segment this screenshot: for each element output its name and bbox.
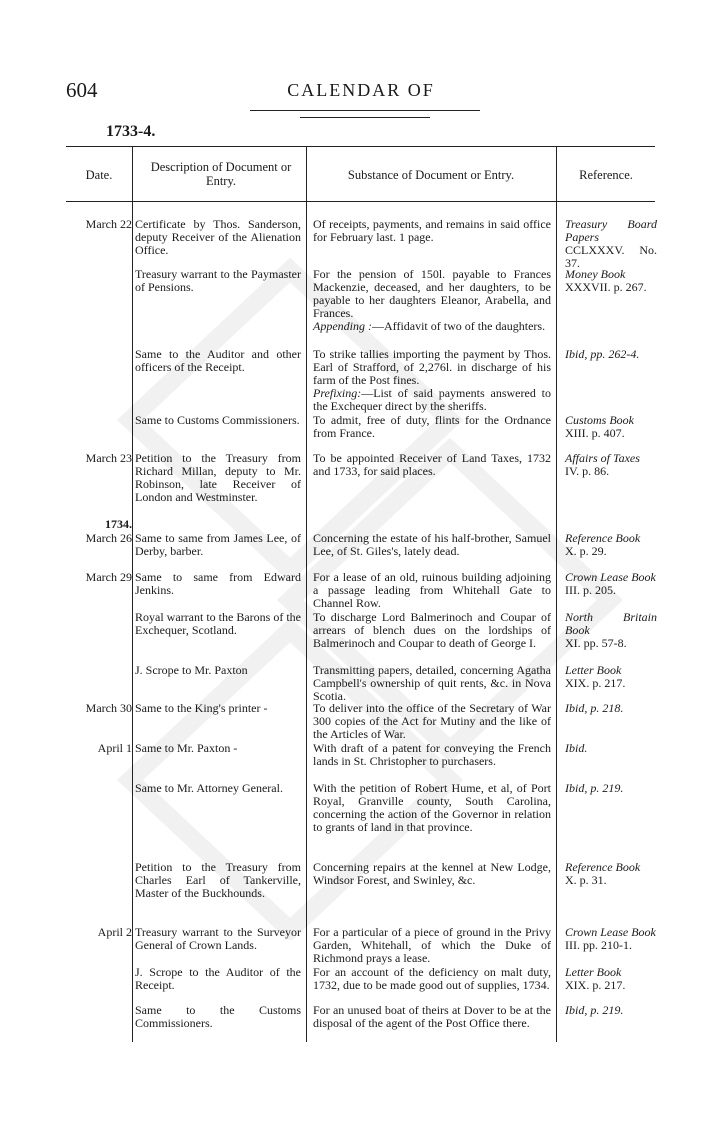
row-reference-loc: XIII. p. 407. bbox=[565, 426, 625, 440]
row-substance: To admit, free of duty, flints for the Ordnance from France. bbox=[313, 413, 551, 440]
row-date: April 2 bbox=[97, 925, 132, 939]
row-substance-label: Appending : bbox=[313, 319, 372, 333]
row-reference-loc: X. p. 31. bbox=[565, 873, 607, 887]
row-substance: To be appointed Receiver of Land Taxes, 1732 and 1733, for said places. bbox=[313, 451, 551, 478]
row-reference-title: Reference Book bbox=[565, 531, 641, 545]
row-substance: For a lease of an old, ruinous building adjoining a passage leading from Whitehall Gate to Channel Row. bbox=[313, 570, 551, 610]
col-divider-sub bbox=[556, 146, 557, 1042]
row-reference-title: Reference Book bbox=[565, 860, 641, 874]
row-reference-title: Crown Lease Book bbox=[565, 925, 656, 939]
row-substance: Concerning the estate of his half-brother, Samuel Lee, of St. Giles's, lately dead. bbox=[313, 531, 551, 558]
row-reference-loc: X. p. 29. bbox=[565, 544, 607, 558]
row-reference-title: Customs Book bbox=[565, 413, 634, 427]
row-description: Royal warrant to the Barons of the Exchequer, Scotland. bbox=[135, 610, 301, 637]
row-date: March 22 bbox=[85, 217, 132, 231]
row-reference-title: Letter Book bbox=[565, 663, 622, 677]
row-reference-loc: XIX. p. 217. bbox=[565, 978, 626, 992]
row-reference-title: Treasury Board Papers bbox=[565, 217, 657, 244]
row-reference-loc: XXXVII. p. 267. bbox=[565, 280, 647, 294]
row-substance: For an account of the deficiency on malt duty, 1732, due to be made good out of supplies, 1734. bbox=[313, 965, 551, 992]
row-reference-title: Affairs of Taxes bbox=[565, 451, 640, 465]
table-top-rule bbox=[66, 146, 655, 147]
row-reference-title: Ibid, pp. 262-4. bbox=[565, 347, 640, 361]
row-reference-loc: XI. pp. 57-8. bbox=[565, 636, 627, 650]
row-reference-loc: III. pp. 210-1. bbox=[565, 938, 632, 952]
row-description: Certificate by Thos. Sanderson, deputy Receiver of the Alienation Office. bbox=[135, 217, 301, 257]
row-reference-title: Money Book bbox=[565, 267, 626, 281]
header-description: Description of Document or Entry. bbox=[150, 160, 292, 188]
row-description: Petition to the Treasury from Charles Earl of Tankerville, Master of the Buckhounds. bbox=[135, 860, 301, 900]
row-description: J. Scrope to Mr. Paxton bbox=[135, 663, 248, 677]
row-reference-title: Ibid, p. 219. bbox=[565, 781, 624, 795]
row-description: Treasury warrant to the Surveyor General of Crown Lands. bbox=[135, 925, 301, 952]
running-title: CALENDAR OF bbox=[287, 80, 435, 100]
row-substance: To discharge Lord Balmerinoch and Coupar of arrears of blench dues on the lordships of Balmerinoch and Coupar to death of George I. bbox=[313, 610, 551, 650]
row-substance-extra: —Affidavit of two of the daughters. bbox=[372, 319, 546, 333]
row-substance: To deliver into the office of the Secretary of War 300 copies of the Act for Mutiny and the like of the Articles of War. bbox=[313, 701, 551, 741]
row-description: Same to the King's printer - bbox=[135, 701, 268, 715]
row-substance: With the petition of Robert Hume, et al, of Port Royal, Granville county, South Carolina, concerning the action of the Governor in relation to grants of land in that province. bbox=[313, 781, 551, 834]
row-description: J. Scrope to the Auditor of the Receipt. bbox=[135, 965, 301, 992]
col-divider-desc bbox=[306, 146, 307, 1042]
header-reference: Reference. bbox=[579, 168, 633, 182]
row-reference-title: Letter Book bbox=[565, 965, 622, 979]
row-date: March 23 bbox=[85, 451, 132, 465]
row-substance-extra: —List of said payments answered to the Exchequer direct by the sheriffs. bbox=[313, 386, 551, 413]
col-divider-date bbox=[132, 146, 133, 1042]
row-reference-loc: III. p. 205. bbox=[565, 583, 616, 597]
row-substance: For the pension of 150l. payable to Frances Mackenzie, deceased, and her daughters, to be payable to her daughters Eleanor, Arabella, and Frances. bbox=[313, 267, 551, 320]
row-substance: To strike tallies importing the payment by Thos. Earl of Strafford, of 2,276l. in discharge of his farm of the Post fines. bbox=[313, 347, 551, 387]
header-substance: Substance of Document or Entry. bbox=[347, 168, 515, 182]
header-rule-long bbox=[250, 110, 480, 111]
table-header-rule bbox=[66, 201, 655, 202]
row-substance: Transmitting papers, detailed, concerning Agatha Campbell's ownership of quit rents, &c. in Nova Scotia. bbox=[313, 663, 551, 703]
row-reference-title: Ibid. bbox=[565, 741, 588, 755]
row-reference-title: Ibid, p. 219. bbox=[565, 1003, 624, 1017]
row-date: March 26 bbox=[85, 531, 132, 545]
page-number: 604 bbox=[66, 78, 98, 102]
row-reference-title: North Britain Book bbox=[565, 610, 657, 637]
row-reference-title: Ibid, p. 218. bbox=[565, 701, 624, 715]
row-date-year: 1734. bbox=[105, 517, 132, 531]
row-substance: For an unused boat of theirs at Dover to be at the disposal of the agent of the Post Office there. bbox=[313, 1003, 551, 1030]
header-rule-short bbox=[300, 117, 430, 118]
row-reference-title: Crown Lease Book bbox=[565, 570, 656, 584]
row-description: Same to the Customs Commissioners. bbox=[135, 1003, 301, 1030]
row-description: Petition to the Treasury from Richard Millan, deputy to Mr. Robinson, late Receiver of London and Westminster. bbox=[135, 451, 301, 504]
row-reference-loc: XIX. p. 217. bbox=[565, 676, 626, 690]
row-substance-label: Prefixing: bbox=[313, 386, 362, 400]
row-description: Same to Mr. Paxton - bbox=[135, 741, 238, 755]
row-description: Same to the Auditor and other officers of the Receipt. bbox=[135, 347, 301, 374]
row-description: Treasury warrant to the Paymaster of Pensions. bbox=[135, 267, 301, 294]
header-date: Date. bbox=[85, 168, 113, 182]
section-year: 1733-4. bbox=[106, 123, 156, 140]
row-description: Same to Customs Commissioners. bbox=[135, 413, 300, 427]
row-description: Same to same from James Lee, of Derby, barber. bbox=[135, 531, 301, 558]
row-substance: For a particular of a piece of ground in the Privy Garden, Whitehall, of which the Duke of Richmond prays a lease. bbox=[313, 925, 551, 965]
row-date: March 29 bbox=[85, 570, 132, 584]
row-description: Same to same from Edward Jenkins. bbox=[135, 570, 301, 597]
row-date: April 1 bbox=[97, 741, 132, 755]
row-substance: With draft of a patent for conveying the French lands in St. Christopher to purchasers. bbox=[313, 741, 551, 768]
page-header bbox=[66, 78, 656, 102]
row-date: March 30 bbox=[85, 701, 132, 715]
row-reference-loc: IV. p. 86. bbox=[565, 464, 610, 478]
row-substance: Concerning repairs at the kennel at New Lodge, Windsor Forest, and Swinley, &c. bbox=[313, 860, 551, 887]
row-reference-loc: CCLXXXV. No. 37. bbox=[565, 243, 657, 270]
row-description: Same to Mr. Attorney General. bbox=[135, 781, 283, 795]
row-substance: Of receipts, payments, and remains in said office for February last. 1 page. bbox=[313, 217, 551, 244]
